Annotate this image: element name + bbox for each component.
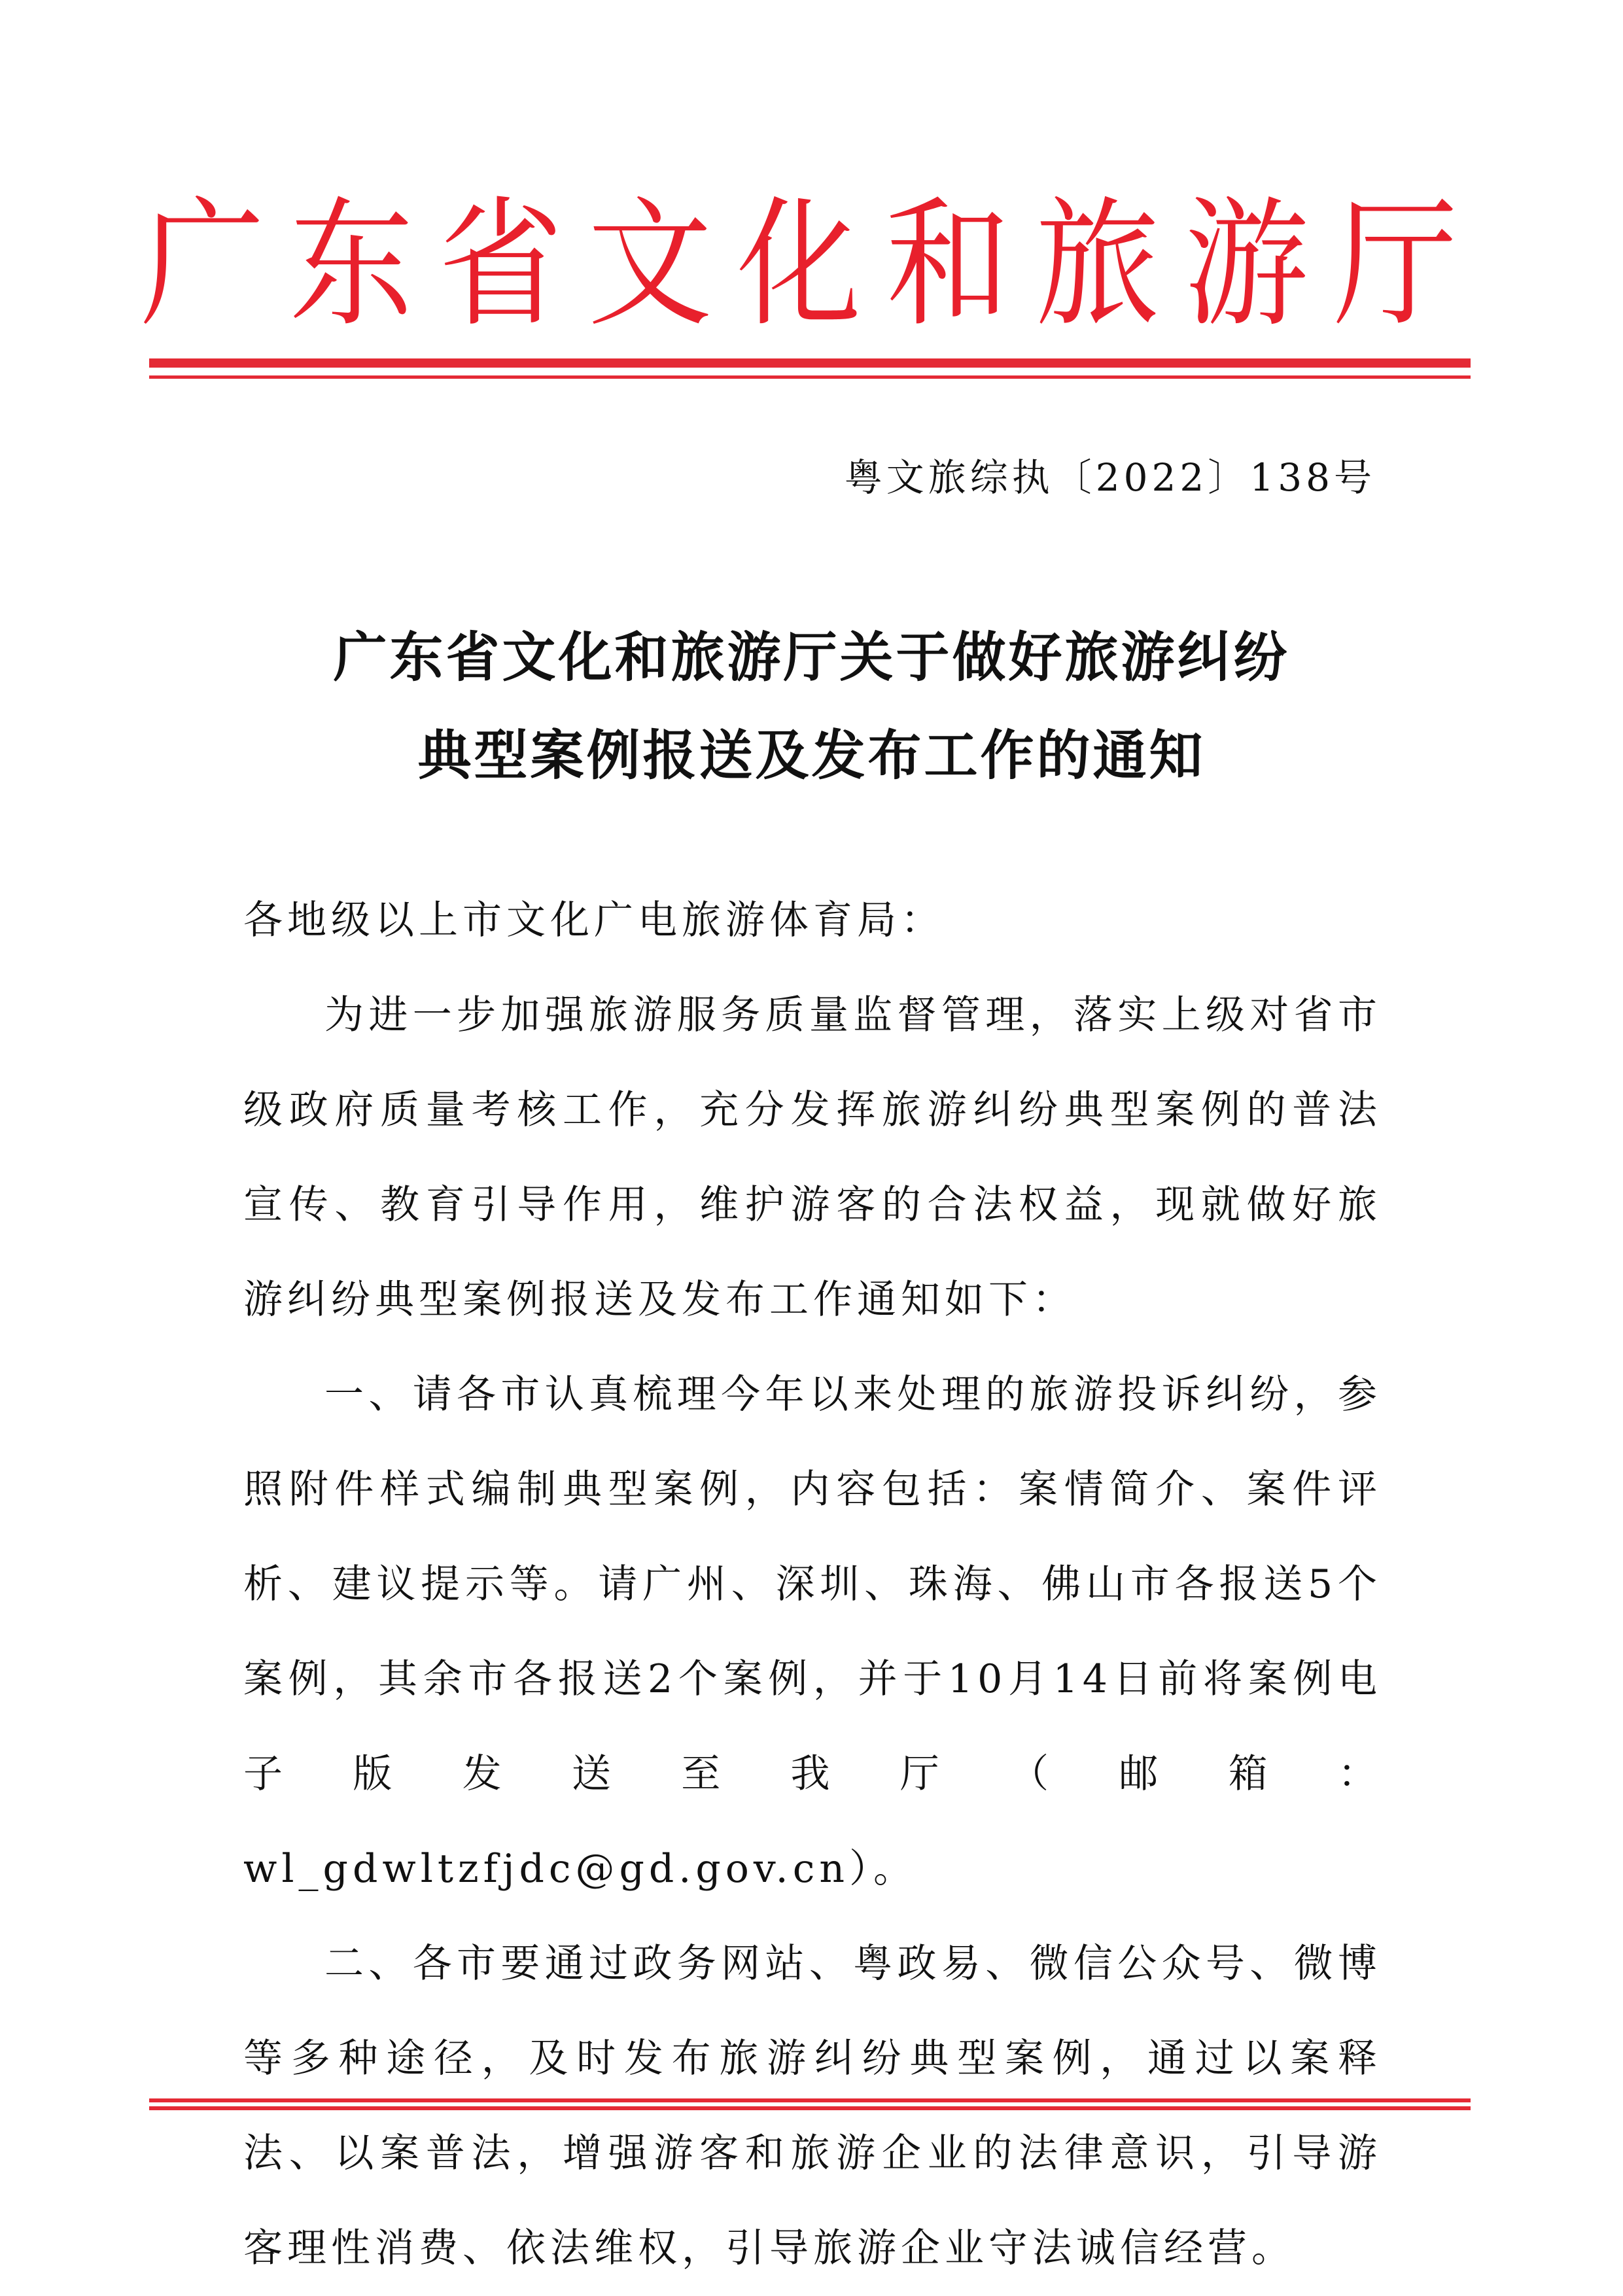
footer-rule-1 (149, 2098, 1471, 2102)
document-title-line-2: 典型案例报送及发布工作的通知 (417, 725, 1206, 787)
masthead-rule-thick (149, 358, 1471, 368)
paragraph-item-2: 二、各市要通过政务网站、粤政易、微信公众号、微博等多种途径，及时发布旅游纠纷典型案例，通过以案释法、以案普法，增强游客和旅游企业的法律意识，引导游客理性消费、依法维权，引导旅游企业守法诚信经营。 (243, 1941, 1382, 2271)
document-title-line-1: 广东省文化和旅游厅关于做好旅游纠纷 (333, 627, 1290, 689)
salutation: 各地级以上市文化广电旅游体育局： (243, 897, 945, 943)
document-number: 粤文旅综执〔2022〕138号 (844, 455, 1376, 500)
footer-rule-2 (149, 2106, 1471, 2110)
masthead-org-name: 广东省文化和旅游厅 (140, 183, 1483, 346)
document-body (243, 873, 1382, 2296)
masthead-rule-thin (149, 375, 1471, 379)
paragraph-item-1: 一、请各市认真梳理今年以来处理的旅游投诉纠纷，参照附件样式编制典型案例，内容包括：案情简介、案件评析、建议提示等。请广州、深圳、珠海、佛山市各报送5个案例，其余市各报送2个案例，并于10月14日前将案例电子版发送至我厅（邮箱：wl_gdwltzfjdc@gd.gov.cn）。 (243, 1372, 1382, 1892)
paragraph-intro: 为进一步加强旅游服务质量监督管理，落实上级对省市级政府质量考核工作，充分发挥旅游纠纷典型案例的普法宣传、教育引导作用，维护游客的合法权益，现就做好旅游纠纷典型案例报送及发布工作通知如下： (243, 992, 1382, 1323)
